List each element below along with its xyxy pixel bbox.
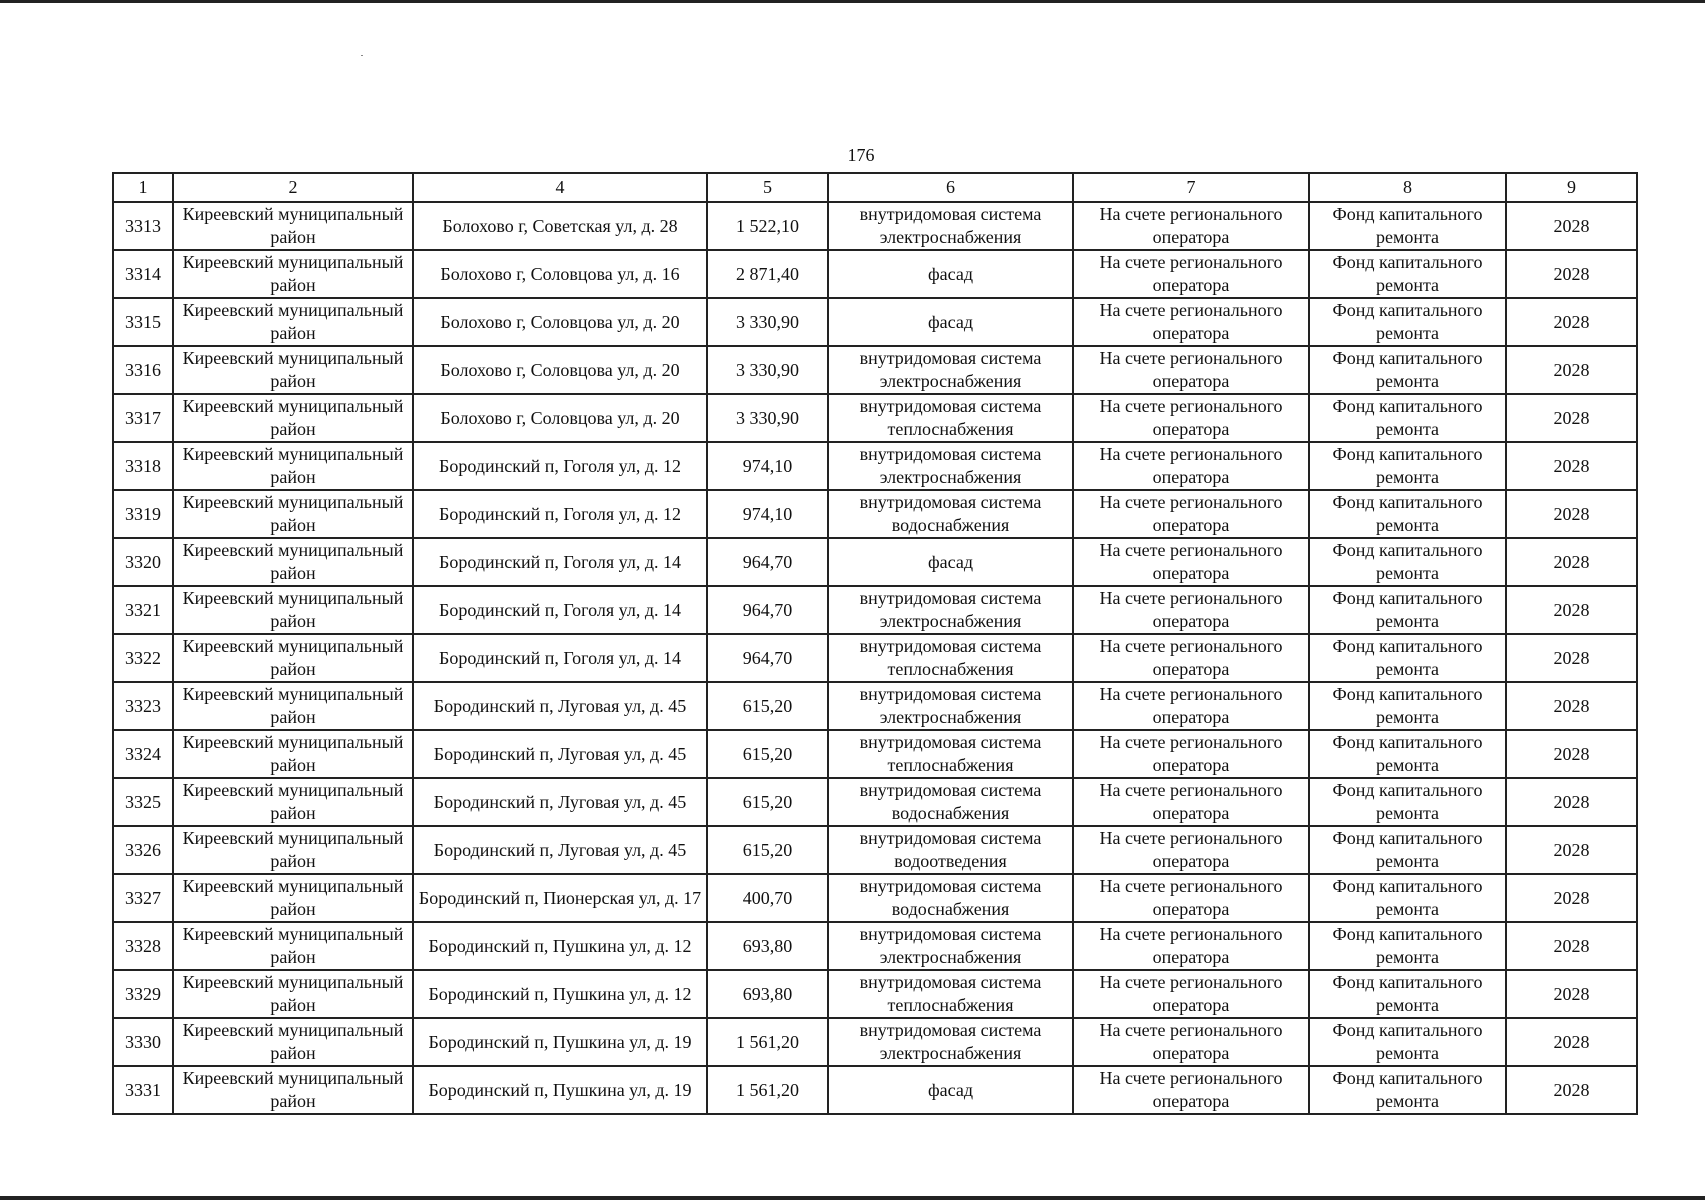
year-cell: 2028 — [1506, 394, 1637, 442]
fund-cell: Фонд капитального ремонта — [1309, 778, 1506, 826]
area-cell: 3 330,90 — [707, 346, 828, 394]
row-number: 3314 — [113, 250, 173, 298]
table-row — [113, 394, 1637, 442]
account-cell: На счете регионального оператора — [1073, 394, 1309, 442]
area-cell: 3 330,90 — [707, 298, 828, 346]
row-number: 3313 — [113, 202, 173, 250]
address-cell: Бородинский п, Пушкина ул, д. 19 — [413, 1018, 707, 1066]
table-row — [113, 874, 1637, 922]
year-cell: 2028 — [1506, 442, 1637, 490]
fund-cell: Фонд капитального ремонта — [1309, 346, 1506, 394]
district-cell: Киреевский муниципальный район — [173, 634, 413, 682]
address-cell: Бородинский п, Гоголя ул, д. 14 — [413, 586, 707, 634]
work-type-cell: внутридомовая система электроснабжения — [828, 1018, 1073, 1066]
table-row — [113, 250, 1637, 298]
address-cell: Болохово г, Соловцова ул, д. 20 — [413, 298, 707, 346]
year-cell: 2028 — [1506, 1066, 1637, 1114]
account-cell: На счете регионального оператора — [1073, 970, 1309, 1018]
header-cell: 6 — [828, 173, 1073, 202]
work-type-cell: внутридомовая система электроснабжения — [828, 202, 1073, 250]
address-cell: Бородинский п, Луговая ул, д. 45 — [413, 682, 707, 730]
fund-cell: Фонд капитального ремонта — [1309, 538, 1506, 586]
address-cell: Бородинский п, Гоголя ул, д. 12 — [413, 442, 707, 490]
fund-cell: Фонд капитального ремонта — [1309, 586, 1506, 634]
table-row — [113, 970, 1637, 1018]
fund-cell: Фонд капитального ремонта — [1309, 1066, 1506, 1114]
table-row — [113, 826, 1637, 874]
row-number: 3325 — [113, 778, 173, 826]
year-cell: 2028 — [1506, 778, 1637, 826]
address-cell: Болохово г, Соловцова ул, д. 16 — [413, 250, 707, 298]
year-cell: 2028 — [1506, 250, 1637, 298]
account-cell: На счете регионального оператора — [1073, 490, 1309, 538]
fund-cell: Фонд капитального ремонта — [1309, 490, 1506, 538]
fund-cell: Фонд капитального ремонта — [1309, 250, 1506, 298]
area-cell: 1 561,20 — [707, 1018, 828, 1066]
row-number: 3321 — [113, 586, 173, 634]
fund-cell: Фонд капитального ремонта — [1309, 922, 1506, 970]
year-cell: 2028 — [1506, 922, 1637, 970]
row-number: 3329 — [113, 970, 173, 1018]
account-cell: На счете регионального оператора — [1073, 922, 1309, 970]
address-cell: Болохово г, Соловцова ул, д. 20 — [413, 346, 707, 394]
work-type-cell: внутридомовая система теплоснабжения — [828, 634, 1073, 682]
work-type-cell: фасад — [828, 298, 1073, 346]
fund-cell: Фонд капитального ремонта — [1309, 1018, 1506, 1066]
work-type-cell: внутридомовая система теплоснабжения — [828, 394, 1073, 442]
account-cell: На счете регионального оператора — [1073, 202, 1309, 250]
row-number: 3328 — [113, 922, 173, 970]
fund-cell: Фонд капитального ремонта — [1309, 298, 1506, 346]
address-cell: Бородинский п, Пионерская ул, д. 17 — [413, 874, 707, 922]
header-cell: 7 — [1073, 173, 1309, 202]
row-number: 3330 — [113, 1018, 173, 1066]
account-cell: На счете регионального оператора — [1073, 874, 1309, 922]
area-cell: 964,70 — [707, 586, 828, 634]
address-cell: Бородинский п, Пушкина ул, д. 12 — [413, 970, 707, 1018]
year-cell: 2028 — [1506, 298, 1637, 346]
fund-cell: Фонд капитального ремонта — [1309, 730, 1506, 778]
header-cell: 5 — [707, 173, 828, 202]
area-cell: 964,70 — [707, 634, 828, 682]
fund-cell: Фонд капитального ремонта — [1309, 394, 1506, 442]
work-type-cell: внутридомовая система водоснабжения — [828, 778, 1073, 826]
district-cell: Киреевский муниципальный район — [173, 442, 413, 490]
row-number: 3327 — [113, 874, 173, 922]
work-type-cell: внутридомовая система теплоснабжения — [828, 730, 1073, 778]
area-cell: 615,20 — [707, 826, 828, 874]
area-cell: 615,20 — [707, 682, 828, 730]
fund-cell: Фонд капитального ремонта — [1309, 682, 1506, 730]
table-row — [113, 442, 1637, 490]
address-cell: Бородинский п, Луговая ул, д. 45 — [413, 826, 707, 874]
district-cell: Киреевский муниципальный район — [173, 298, 413, 346]
fund-cell: Фонд капитального ремонта — [1309, 202, 1506, 250]
area-cell: 615,20 — [707, 778, 828, 826]
area-cell: 974,10 — [707, 490, 828, 538]
account-cell: На счете регионального оператора — [1073, 1066, 1309, 1114]
area-cell: 2 871,40 — [707, 250, 828, 298]
work-type-cell: фасад — [828, 538, 1073, 586]
row-number: 3319 — [113, 490, 173, 538]
table-row — [113, 586, 1637, 634]
address-cell: Болохово г, Советская ул, д. 28 — [413, 202, 707, 250]
account-cell: На счете регионального оператора — [1073, 586, 1309, 634]
area-cell: 1 561,20 — [707, 1066, 828, 1114]
work-type-cell: внутридомовая система водоснабжения — [828, 490, 1073, 538]
year-cell: 2028 — [1506, 826, 1637, 874]
table-body — [113, 202, 1637, 1114]
row-number: 3326 — [113, 826, 173, 874]
address-cell: Бородинский п, Гоголя ул, д. 14 — [413, 538, 707, 586]
header-cell: 8 — [1309, 173, 1506, 202]
table-row — [113, 298, 1637, 346]
table-row — [113, 1066, 1637, 1114]
address-cell: Бородинский п, Пушкина ул, д. 19 — [413, 1066, 707, 1114]
fund-cell: Фонд капитального ремонта — [1309, 826, 1506, 874]
row-number: 3315 — [113, 298, 173, 346]
header-cell: 2 — [173, 173, 413, 202]
account-cell: На счете регионального оператора — [1073, 298, 1309, 346]
work-type-cell: внутридомовая система теплоснабжения — [828, 970, 1073, 1018]
address-cell: Болохово г, Соловцова ул, д. 20 — [413, 394, 707, 442]
district-cell: Киреевский муниципальный район — [173, 922, 413, 970]
header-cell: 9 — [1506, 173, 1637, 202]
district-cell: Киреевский муниципальный район — [173, 970, 413, 1018]
year-cell: 2028 — [1506, 970, 1637, 1018]
account-cell: На счете регионального оператора — [1073, 250, 1309, 298]
year-cell: 2028 — [1506, 490, 1637, 538]
page-number: 176 — [847, 145, 875, 165]
area-cell: 615,20 — [707, 730, 828, 778]
account-cell: На счете регионального оператора — [1073, 1018, 1309, 1066]
year-cell: 2028 — [1506, 346, 1637, 394]
registry-table — [112, 172, 1638, 1115]
address-cell: Бородинский п, Гоголя ул, д. 12 — [413, 490, 707, 538]
table-row — [113, 922, 1637, 970]
fund-cell: Фонд капитального ремонта — [1309, 442, 1506, 490]
district-cell: Киреевский муниципальный район — [173, 346, 413, 394]
year-cell: 2028 — [1506, 1018, 1637, 1066]
account-cell: На счете регионального оператора — [1073, 442, 1309, 490]
year-cell: 2028 — [1506, 874, 1637, 922]
fund-cell: Фонд капитального ремонта — [1309, 634, 1506, 682]
work-type-cell: внутридомовая система водоснабжения — [828, 874, 1073, 922]
account-cell: На счете регионального оператора — [1073, 826, 1309, 874]
row-number: 3318 — [113, 442, 173, 490]
row-number: 3316 — [113, 346, 173, 394]
year-cell: 2028 — [1506, 634, 1637, 682]
area-cell: 400,70 — [707, 874, 828, 922]
bottom-edge-rule — [0, 1196, 1705, 1200]
work-type-cell: внутридомовая система электроснабжения — [828, 682, 1073, 730]
scan-speck — [361, 55, 363, 56]
district-cell: Киреевский муниципальный район — [173, 394, 413, 442]
year-cell: 2028 — [1506, 202, 1637, 250]
account-cell: На счете регионального оператора — [1073, 538, 1309, 586]
year-cell: 2028 — [1506, 730, 1637, 778]
address-cell: Бородинский п, Луговая ул, д. 45 — [413, 778, 707, 826]
year-cell: 2028 — [1506, 586, 1637, 634]
area-cell: 693,80 — [707, 970, 828, 1018]
work-type-cell: фасад — [828, 250, 1073, 298]
address-cell: Бородинский п, Луговая ул, д. 45 — [413, 730, 707, 778]
district-cell: Киреевский муниципальный район — [173, 250, 413, 298]
row-number: 3324 — [113, 730, 173, 778]
district-cell: Киреевский муниципальный район — [173, 538, 413, 586]
account-cell: На счете регионального оператора — [1073, 634, 1309, 682]
work-type-cell: внутридомовая система электроснабжения — [828, 346, 1073, 394]
district-cell: Киреевский муниципальный район — [173, 1018, 413, 1066]
table-header-row — [113, 173, 1637, 202]
district-cell: Киреевский муниципальный район — [173, 874, 413, 922]
account-cell: На счете регионального оператора — [1073, 682, 1309, 730]
work-type-cell: внутридомовая система электроснабжения — [828, 586, 1073, 634]
district-cell: Киреевский муниципальный район — [173, 202, 413, 250]
district-cell: Киреевский муниципальный район — [173, 490, 413, 538]
district-cell: Киреевский муниципальный район — [173, 826, 413, 874]
row-number: 3317 — [113, 394, 173, 442]
area-cell: 3 330,90 — [707, 394, 828, 442]
table-row — [113, 490, 1637, 538]
work-type-cell: внутридомовая система водоотведения — [828, 826, 1073, 874]
table-row — [113, 1018, 1637, 1066]
district-cell: Киреевский муниципальный район — [173, 682, 413, 730]
row-number: 3322 — [113, 634, 173, 682]
area-cell: 693,80 — [707, 922, 828, 970]
fund-cell: Фонд капитального ремонта — [1309, 970, 1506, 1018]
area-cell: 964,70 — [707, 538, 828, 586]
top-edge-rule — [0, 0, 1705, 3]
area-cell: 1 522,10 — [707, 202, 828, 250]
table-row — [113, 202, 1637, 250]
table-row — [113, 778, 1637, 826]
work-type-cell: внутридомовая система электроснабжения — [828, 922, 1073, 970]
area-cell: 974,10 — [707, 442, 828, 490]
year-cell: 2028 — [1506, 538, 1637, 586]
work-type-cell: фасад — [828, 1066, 1073, 1114]
account-cell: На счете регионального оператора — [1073, 346, 1309, 394]
work-type-cell: внутридомовая система электроснабжения — [828, 442, 1073, 490]
table-row — [113, 682, 1637, 730]
header-cell: 1 — [113, 173, 173, 202]
account-cell: На счете регионального оператора — [1073, 730, 1309, 778]
address-cell: Бородинский п, Гоголя ул, д. 14 — [413, 634, 707, 682]
table-row — [113, 346, 1637, 394]
district-cell: Киреевский муниципальный район — [173, 1066, 413, 1114]
table-row — [113, 634, 1637, 682]
row-number: 3320 — [113, 538, 173, 586]
table-row — [113, 730, 1637, 778]
district-cell: Киреевский муниципальный район — [173, 730, 413, 778]
account-cell: На счете регионального оператора — [1073, 778, 1309, 826]
district-cell: Киреевский муниципальный район — [173, 586, 413, 634]
header-cell: 4 — [413, 173, 707, 202]
district-cell: Киреевский муниципальный район — [173, 778, 413, 826]
row-number: 3323 — [113, 682, 173, 730]
table-row — [113, 538, 1637, 586]
year-cell: 2028 — [1506, 682, 1637, 730]
row-number: 3331 — [113, 1066, 173, 1114]
fund-cell: Фонд капитального ремонта — [1309, 874, 1506, 922]
address-cell: Бородинский п, Пушкина ул, д. 12 — [413, 922, 707, 970]
